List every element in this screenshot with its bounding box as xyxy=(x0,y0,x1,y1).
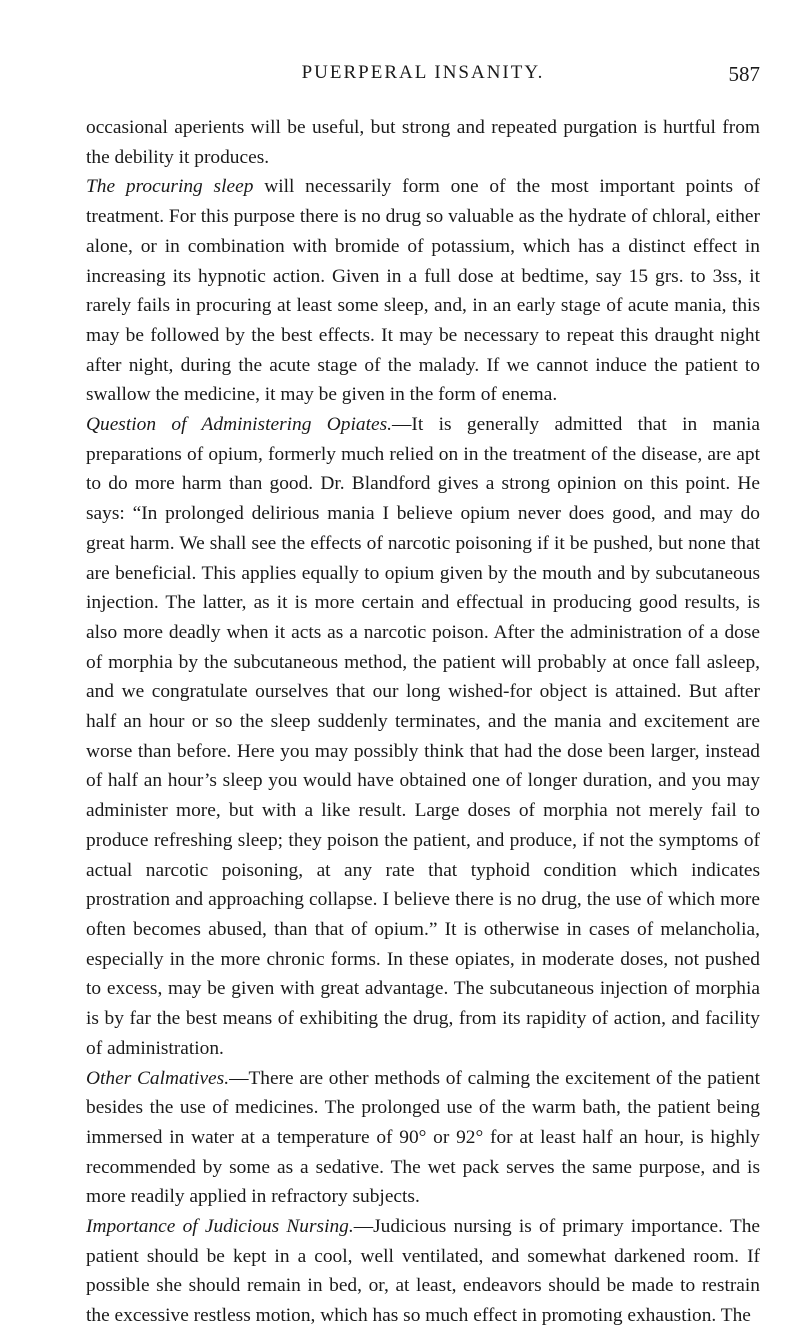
paragraph-opiates xyxy=(86,410,760,1063)
paragraph-text: —There are other methods of calming the excitement of the patient besides the use of medicines. The prolonged use of the warm bath, the patient being immersed in water at a temperature of 90° or 92° for at least half an hour, is highly recommended by some as a sedative. The wet pack serves the same purpose, and is more readily applied in refractory subjects. xyxy=(86,1067,760,1208)
paragraph-text: occasional aperients will be useful, but strong and repeated purgation is hurtful from the debility it produces. xyxy=(86,117,760,168)
page-number: 587 xyxy=(728,62,760,86)
paragraph-procuring-sleep xyxy=(86,172,760,410)
body-text xyxy=(86,113,760,1331)
running-title: PUERPERAL INSANITY. xyxy=(301,62,545,83)
section-heading: Importance of Judicious Nursing. xyxy=(86,1216,354,1238)
page-header xyxy=(86,62,760,92)
section-heading: Question of Administering Opiates. xyxy=(86,414,392,436)
paragraph-calmatives xyxy=(86,1064,760,1213)
paragraph-text: —It is generally admitted that in mania preparations of opium, formerly much relied on in the treatment of the disease, are apt to do more harm than good. Dr. Blandford gives a strong opinion on this point. He says: “In prolonged delirious mania I believe opium never does good, and may do great harm. We shall see the effects of narcotic poisoning if it be pushed, but none that are beneficial. This applies equally to opium given by the mouth and by subcutaneous injection. The latter, as it is more certain and effectual in producing good results, is also more deadly when it acts as a narcotic poison. After the administration of a dose of morphia by the subcutaneous method, the patient will probably at once fall asleep, and we congratulate ourselves that our long wished-for object is attained. But after half an hour or so the sleep suddenly terminates, and the mania and excitement are worse than before. Here you may possibly think that had the dose been larger, instead of half an hour’s sleep you would have obtained one of longer duration, and you may administer more, but with a like result. Large doses of morphia not merely fail to produce refreshing sleep; they poison the patient, and produce, if not the symptoms of actual narcotic poisoning, at any rate that typhoid condition which indicates prostration and approaching collapse. I believe there is no drug, the use of which more often becomes abused, than that of opium.” It is otherwise in cases of melancholia, especially in the more chronic forms. In these opiates, in moderate doses, not pushed to excess, may be given with great advantage. The subcutaneous injection of morphia is by far the best means of exhibiting the drug, from its rapidity of action, and facility of administration. xyxy=(86,414,760,1059)
paragraph-text: will necessarily form one of the most important points of treatment. For this purpose there is no drug so valuable as the hydrate of chloral, either alone, or in combination with bromide of potassium, which has a distinct effect in increasing its hypnotic action. Given in a full dose at bedtime, say 15 grs. to 3ss, it rarely fails in procuring at least some sleep, and, in an early stage of acute mania, this may be followed by the best effects. It may be necessary to repeat this draught night after night, during the acute stage of the malady. If we cannot induce the patient to swallow the medicine, it may be given in the form of enema. xyxy=(86,176,760,406)
section-heading: The procuring sleep xyxy=(86,176,254,198)
paragraph-text: —Judicious nursing is of primary importance. The patient should be kept in a cool, well ventilated, and somewhat darkened room. If possible she should remain in bed, or, at least, endeavors should be made to restrain the excessive restless motion, which has so much effect in promoting exhaustion. The xyxy=(86,1216,760,1327)
paragraph-aperients xyxy=(86,113,760,172)
section-heading: Other Calmatives. xyxy=(86,1067,230,1089)
paragraph-nursing xyxy=(86,1212,760,1331)
